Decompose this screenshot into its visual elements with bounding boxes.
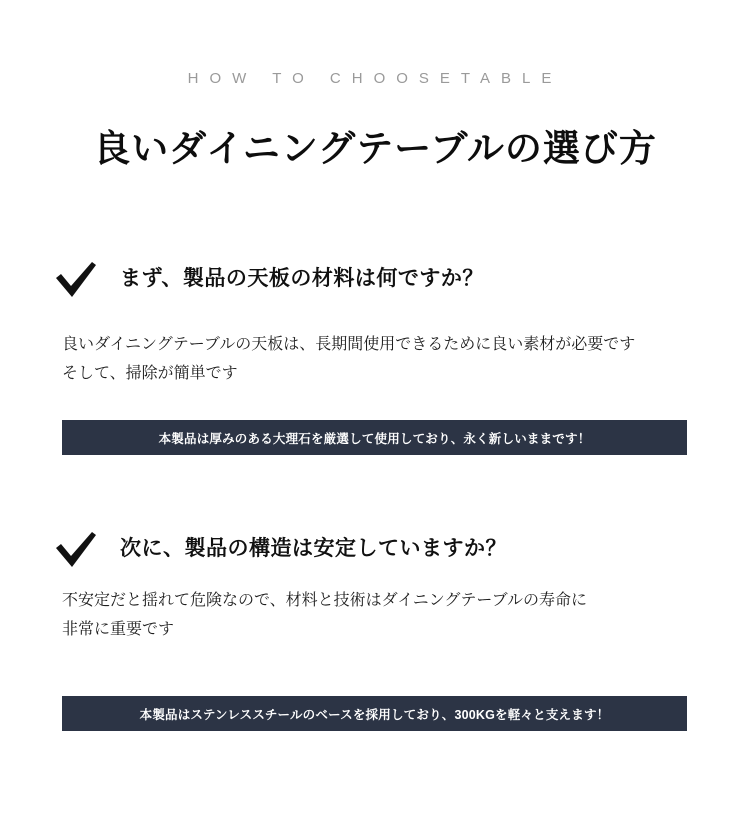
body-line-2: 非常に重要です (62, 621, 175, 638)
section-body (62, 330, 750, 388)
question-text: まず、製品の天板の材料は何ですか？ (120, 267, 484, 290)
question-row (0, 258, 750, 306)
section-structure (0, 528, 750, 722)
body-line-1: 不安定だと揺れて危険なので、材料と技術はダイニングテーブルの寿命に (62, 592, 587, 609)
question-text: 次に、製品の構造は安定していますか？ (120, 537, 507, 560)
body-line-2: そして、掃除が簡単です (62, 365, 238, 382)
body-line-1: 良いダイニングテーブルの天板は、長期間使用できるために良い素材が必要です (62, 336, 636, 353)
section-material (0, 258, 750, 446)
checkmark-icon (54, 530, 98, 570)
highlight-banner: 本製品はステンレススチールのベースを採用しており、300KGを軽々と支えます！ (62, 696, 687, 731)
question-row (0, 528, 750, 576)
page-title: 良いダイニングテーブルの選び方 (93, 128, 657, 169)
section-body (62, 586, 750, 644)
eyebrow-text: HOW TO CHOOSETABLE (187, 70, 563, 87)
highlight-banner: 本製品は厚みのある大理石を厳選して使用しており、永く新しいままです！ (62, 420, 687, 455)
checkmark-icon (54, 260, 98, 300)
